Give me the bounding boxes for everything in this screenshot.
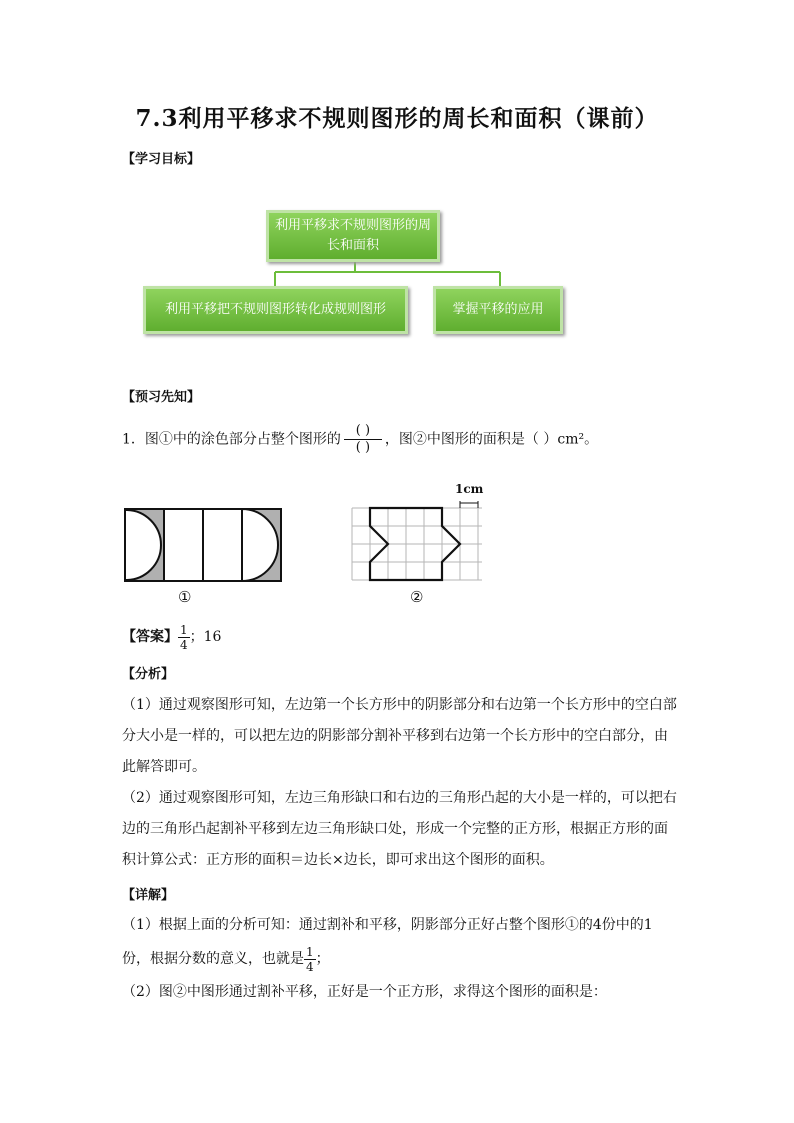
blank-fraction [344, 423, 382, 456]
detail-p1-end: ； [315, 951, 330, 967]
question-1 [122, 423, 722, 456]
section-heading-goals: 【学习目标】 [122, 152, 201, 167]
analysis-p1-l2: 分大小是一样的，可以把左边的阴影部分割补平移到右边第一个长方形中的空白部分，由 [122, 728, 668, 744]
answer-line [122, 622, 682, 653]
section-heading-preview: 【预习先知】 [122, 390, 201, 405]
concept-child-right: 掌握平移的应用 [433, 286, 563, 334]
detail-frac-num: 1 [306, 944, 314, 959]
answer-label: 【答案】 [122, 629, 178, 645]
page-title: 7.3利用平移求不规则图形的周长和面积（课前） [135, 105, 659, 132]
analysis-p1-l1: （1）通过观察图形可知，左边第一个长方形中的阴影部分和右边第一个长方形中的空白部 [122, 697, 677, 713]
section-heading-analysis: 【分析】 [122, 667, 175, 682]
analysis-p2-l3: 积计算公式：正方形的面积＝边长×边长，即可求出这个图形的面积。 [122, 852, 554, 868]
figure-1-label: ① [178, 588, 192, 606]
answer-frac-num: 1 [180, 622, 188, 637]
detail-frac-den: 4 [306, 959, 314, 974]
detail-text [122, 910, 682, 1008]
unit-label: 1cm [455, 482, 484, 496]
figure-1-shaded-left [120, 505, 170, 585]
detail-fraction [304, 945, 316, 974]
answer-frac-den: 4 [180, 637, 188, 652]
question-prefix: 1．图①中的涂色部分占整个图形的 [122, 431, 341, 448]
figure-2 [348, 495, 488, 585]
blank-fraction-bottom: ( ) [355, 440, 371, 455]
concept-root-line2: 长和面积 [326, 238, 379, 253]
answer-rest: ；16 [189, 629, 222, 645]
figure-2-label: ② [410, 588, 424, 606]
concept-root-box [266, 210, 440, 262]
blank-fraction-top: ( ) [344, 423, 382, 440]
analysis-p1-l3: 此解答即可。 [122, 759, 206, 775]
detail-p2-l1: （2）图②中图形通过割补平移，正好是一个正方形，求得这个图形的面积是： [122, 984, 607, 1000]
detail-p1-l2: 份，根据分数的意义，也就是 [122, 951, 304, 967]
detail-p1-l1: （1）根据上面的分析可知：通过割补和平移，阴影部分正好占整个图形①的4份中的1 [122, 917, 653, 933]
question-suffix: ，图②中图形的面积是（ ）cm²。 [384, 431, 599, 448]
analysis-p2-l2: 边的三角形凸起割补平移到左边三角形缺口处，形成一个完整的正方形，根据正方形的面 [122, 821, 668, 837]
answer-fraction [178, 623, 190, 652]
analysis-p2-l1: （2）通过观察图形可知，左边三角形缺口和右边的三角形凸起的大小是一样的，可以把右 [122, 790, 677, 806]
concept-root-line1: 利用平移求不规则图形的周 [274, 218, 431, 233]
section-heading-detail: 【详解】 [122, 888, 175, 903]
detail-p1-l2-row [122, 941, 682, 977]
concept-child-left: 利用平移把不规则图形转化成规则图形 [143, 286, 408, 334]
concept-map-connectors [0, 0, 794, 400]
analysis-text [122, 690, 682, 876]
